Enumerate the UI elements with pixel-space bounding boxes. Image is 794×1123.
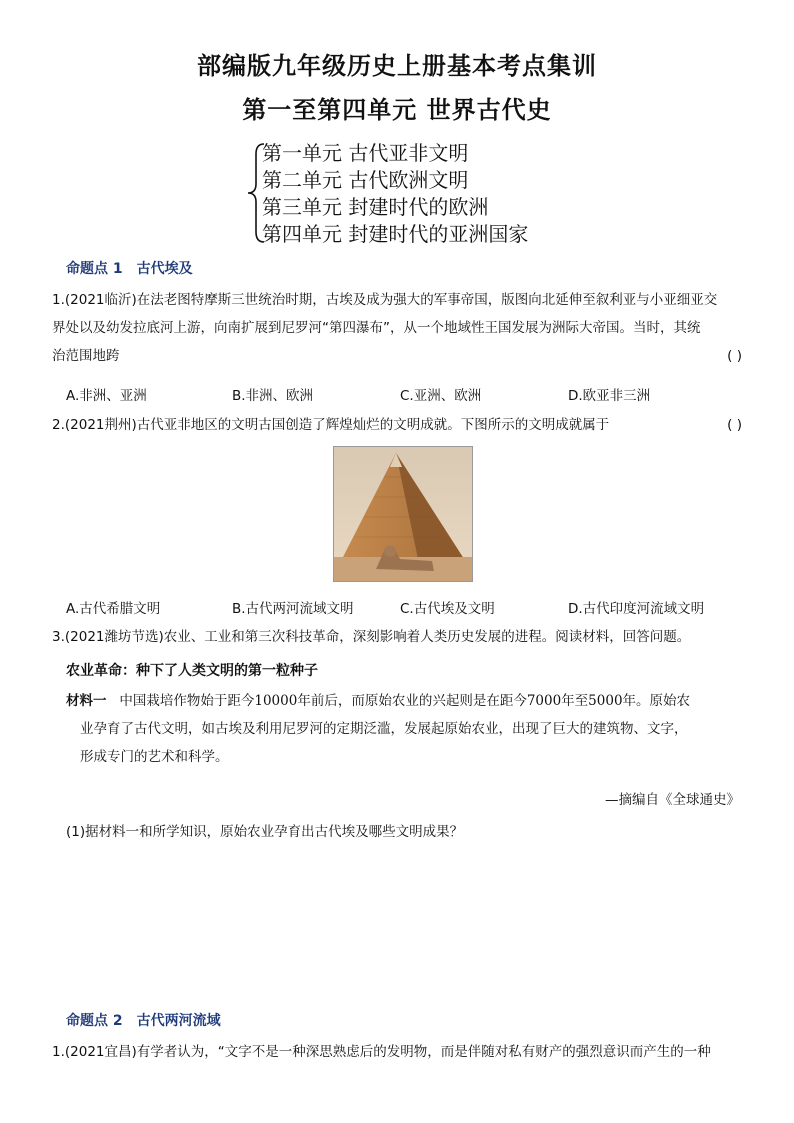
topic-name: 古代埃及 <box>136 261 193 277</box>
question-number: 2. <box>52 417 65 433</box>
answer-paren: ( ) <box>727 417 742 433</box>
unit-item: 第一单元 古代亚非文明 <box>262 141 469 165</box>
answer-paren: ( ) <box>727 348 742 364</box>
question-1 <box>52 286 742 370</box>
option-a: A.非洲、亚洲 <box>66 388 147 404</box>
question-source: (2021宜昌) <box>64 1044 137 1060</box>
question-text: 农业、工业和第三次科技革命，深刻影响着人类历史发展的进程。阅读材料，回答问题。 <box>163 629 691 645</box>
question-text: 有学者认为，“文字不是一种深思熟虑后的发明物，而是伴随对私有财产的强烈意识而产生的一种 <box>136 1044 711 1060</box>
question-text: 界处以及幼发拉底河上游，向南扩展到尼罗河“第四瀑布”，从一个地域性王国发展为洲际大帝国。当时，其统 <box>52 320 701 336</box>
sub-question: (1)据材料一和所学知识，原始农业孕育出古代埃及哪些文明成果？ <box>66 824 464 840</box>
pyramid-sphinx-image <box>333 446 473 582</box>
section-subtitle: 农业革命：种下了人类文明的第一粒种子 <box>66 663 318 679</box>
question-number: 1. <box>52 1044 65 1060</box>
question-source: (2021临沂) <box>64 292 137 308</box>
question-4 <box>52 1038 742 1066</box>
unit-list <box>262 140 528 248</box>
page-title: 部编版九年级历史上册基本考点集训 <box>197 52 597 80</box>
option-c: C.古代埃及文明 <box>400 601 495 617</box>
topic-name: 古代两河流域 <box>136 1013 221 1029</box>
question-text: 在法老图特摩斯三世统治时期，古埃及成为强大的军事帝国，版图向北延伸至叙利亚与小亚细亚交 <box>136 292 718 308</box>
option-d: D.古代印度河流域文明 <box>568 601 705 617</box>
option-b: B.古代两河流域文明 <box>232 601 354 617</box>
question-text: 古代亚非地区的文明古国创造了辉煌灿烂的文明成就。下图所示的文明成就属于 <box>136 417 610 433</box>
unit-item: 第三单元 封建时代的欧洲 <box>262 195 489 219</box>
question-source: (2021荆州) <box>64 417 137 433</box>
question-3 <box>52 623 742 651</box>
question-number: 1. <box>52 292 65 308</box>
material-block <box>66 687 746 771</box>
unit-item: 第二单元 古代欧洲文明 <box>262 168 469 192</box>
unit-item: 第四单元 封建时代的亚洲国家 <box>262 222 529 246</box>
material-text: 中国栽培作物始于距今10000年前后，而原始农业的兴起则是在距今7000年至5000年。原始农 <box>119 693 691 709</box>
topic-label: 命题点 1 <box>66 261 123 277</box>
material-text: 形成专门的艺术和科学。 <box>80 749 229 765</box>
material-label: 材料一 <box>66 693 107 709</box>
citation: —摘编自《全球通史》 <box>605 792 740 808</box>
question-number: 3. <box>52 629 65 645</box>
option-d: D.欧亚非三洲 <box>568 388 651 404</box>
question-text: 治范围地跨 <box>52 348 120 364</box>
material-text: 业孕育了古代文明，如古埃及利用尼罗河的定期泛滥，发展起原始农业，出现了巨大的建筑物、文字， <box>80 721 688 737</box>
option-c: C.亚洲、欧洲 <box>400 388 482 404</box>
topic-heading-1 <box>66 258 193 278</box>
question-source: (2021潍坊节选) <box>64 629 164 645</box>
page-subtitle: 第一至第四单元 世界古代史 <box>242 96 552 124</box>
option-a: A.古代希腊文明 <box>66 601 161 617</box>
question-2 <box>52 411 742 439</box>
topic-label: 命题点 2 <box>66 1013 123 1029</box>
topic-heading-2 <box>66 1010 221 1030</box>
option-b: B.非洲、欧洲 <box>232 388 314 404</box>
